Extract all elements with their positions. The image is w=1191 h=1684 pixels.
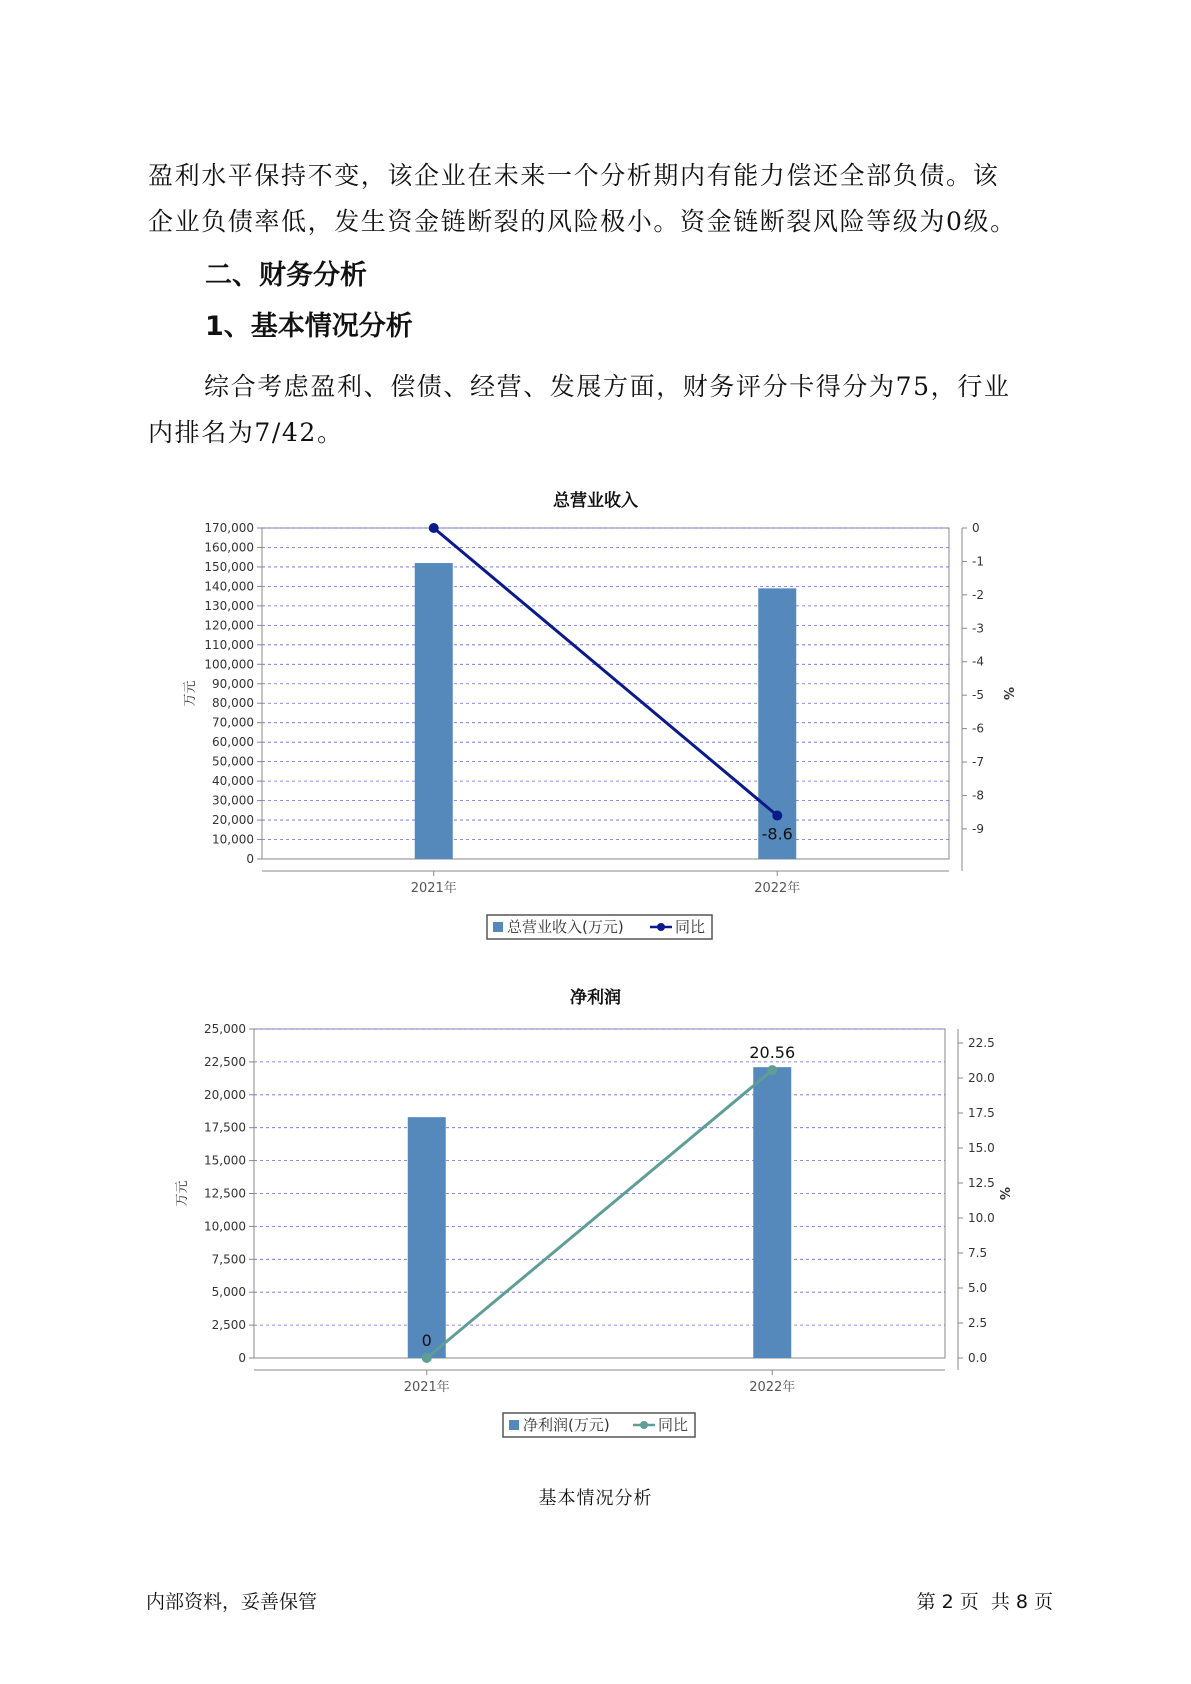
revenue-chart-title: 总营业收入: [553, 491, 638, 511]
net-profit-y-tick-label: 15,000: [204, 1153, 246, 1168]
net-profit-y-tick-label: 12,500: [204, 1186, 246, 1201]
revenue-y2-tick-label: -9: [972, 821, 984, 836]
revenue-legend-line-marker: [657, 923, 665, 931]
revenue-y2-tick-label: -1: [972, 554, 984, 569]
net-profit-chart-title: 净利润: [570, 988, 621, 1008]
net-profit-bar: [408, 1117, 446, 1358]
revenue-bar: [415, 563, 453, 859]
revenue-y-tick-label: 130,000: [204, 598, 254, 613]
net-profit-y-tick-label: 7,500: [211, 1252, 246, 1267]
score-line-1: 综合考虑盈利、偿债、经营、发展方面，财务评分卡得分为75，行业: [204, 372, 1011, 401]
net-profit-y-tick-label: 25,000: [204, 1022, 246, 1036]
net-profit-y2-axis-label: %: [996, 1186, 1011, 1201]
revenue-y2-axis-label: %: [1000, 686, 1015, 701]
net-profit-y-tick-label: 17,500: [204, 1120, 246, 1135]
net-profit-y-tick-label: 22,500: [204, 1054, 246, 1069]
net-profit-y2-tick-label: 20.0: [968, 1071, 995, 1085]
revenue-yoy-point: [772, 811, 782, 821]
intro-line-1: 盈利水平保持不变，该企业在未来一个分析期内有能力偿还全部负债。该: [148, 161, 1000, 190]
revenue-y-axis-label: 万元: [183, 680, 198, 707]
net-profit-legend-bar-label: 净利润(万元): [523, 1416, 610, 1434]
net-profit-y2-tick-label: 5.0: [968, 1281, 988, 1295]
net-profit-y2-tick-label: 10.0: [968, 1211, 995, 1225]
revenue-y2-tick-label: -3: [972, 621, 984, 636]
revenue-x-tick-label: 2022年: [754, 881, 801, 896]
intro-line-2: 企业负债率低，发生资金链断裂的风险极小。资金链断裂风险等级为0级。: [148, 207, 1017, 236]
net-profit-legend-line-label: 同比: [658, 1416, 689, 1434]
revenue-y2-tick-label: 0: [972, 521, 980, 535]
revenue-legend-bar-swatch: [493, 922, 503, 932]
revenue-y-tick-label: 150,000: [204, 559, 254, 574]
net-profit-y-tick-label: 10,000: [204, 1219, 246, 1234]
revenue-y2-tick-label: -6: [972, 721, 984, 736]
revenue-legend-bar-label: 总营业收入(万元): [507, 918, 624, 936]
revenue-y-tick-label: 20,000: [212, 813, 254, 828]
revenue-y-tick-label: 80,000: [212, 696, 254, 711]
net-profit-yoy-data-label: 0: [421, 1331, 432, 1350]
footer-page-number: 第 2 页 共 8 页: [916, 1591, 1053, 1613]
revenue-plot-area: [262, 528, 949, 859]
net-profit-y2-tick-label: 22.5: [968, 1036, 995, 1050]
revenue-yoy-data-label: -8.6: [761, 824, 793, 844]
subsection-heading: 1、基本情况分析: [205, 311, 413, 342]
revenue-y2-tick-label: -7: [972, 755, 984, 770]
net-profit-y2-tick-label: 0.0: [968, 1351, 988, 1365]
revenue-y-tick-label: 40,000: [212, 774, 254, 789]
revenue-yoy-point: [429, 523, 439, 533]
net-profit-y-axis-label: 万元: [175, 1180, 190, 1207]
net-profit-x-tick-label: 2022年: [749, 1380, 796, 1395]
revenue-y-tick-label: 60,000: [212, 735, 254, 750]
revenue-y-tick-label: 50,000: [212, 754, 254, 769]
net-profit-y2-tick-label: 15.0: [968, 1141, 995, 1155]
net-profit-y-tick-label: 5,000: [211, 1285, 246, 1300]
net-profit-y2-tick-label: 17.5: [968, 1106, 995, 1120]
net-profit-y2-tick-label: 12.5: [968, 1176, 995, 1190]
revenue-y-tick-label: 70,000: [212, 715, 254, 730]
net-profit-y-tick-label: 20,000: [204, 1087, 246, 1102]
revenue-y-tick-label: 30,000: [212, 793, 254, 808]
score-line-2: 内排名为7/42。: [148, 418, 344, 447]
revenue-y-tick-label: 140,000: [204, 579, 254, 594]
revenue-y-tick-label: 90,000: [212, 676, 254, 691]
revenue-y-tick-label: 160,000: [204, 540, 254, 555]
revenue-y2-tick-label: -5: [972, 688, 984, 703]
net-profit-yoy-point: [767, 1065, 777, 1075]
revenue-x-tick-label: 2021年: [410, 881, 457, 896]
net-profit-bar: [753, 1067, 791, 1358]
footer-confidential: 内部资料，妥善保管: [146, 1591, 318, 1613]
net-profit-y-tick-label: 0: [238, 1351, 246, 1365]
revenue-y2-tick-label: -4: [972, 654, 984, 669]
revenue-y-tick-label: 110,000: [204, 637, 254, 652]
net-profit-y2-tick-label: 7.5: [968, 1246, 988, 1260]
net-profit-yoy-point: [422, 1353, 432, 1363]
section-heading: 二、财务分析: [205, 260, 367, 291]
revenue-y-tick-label: 10,000: [212, 832, 254, 847]
net-profit-x-tick-label: 2021年: [403, 1380, 450, 1395]
net-profit-legend-bar-swatch: [509, 1420, 519, 1430]
revenue-y-tick-label: 100,000: [204, 657, 254, 672]
revenue-y-tick-label: 120,000: [204, 618, 254, 633]
revenue-y-tick-label: 170,000: [204, 521, 254, 535]
net-profit-yoy-data-label: 20.56: [749, 1043, 796, 1063]
net-profit-legend-line-marker: [640, 1421, 648, 1429]
revenue-y-tick-label: 0: [246, 852, 254, 866]
figure-caption: 基本情况分析: [538, 1488, 653, 1509]
revenue-legend-line-label: 同比: [675, 918, 706, 936]
revenue-y2-tick-label: -8: [972, 788, 984, 803]
revenue-y2-tick-label: -2: [972, 587, 984, 602]
net-profit-y2-tick-label: 2.5: [968, 1316, 988, 1330]
net-profit-y-tick-label: 2,500: [211, 1318, 246, 1333]
